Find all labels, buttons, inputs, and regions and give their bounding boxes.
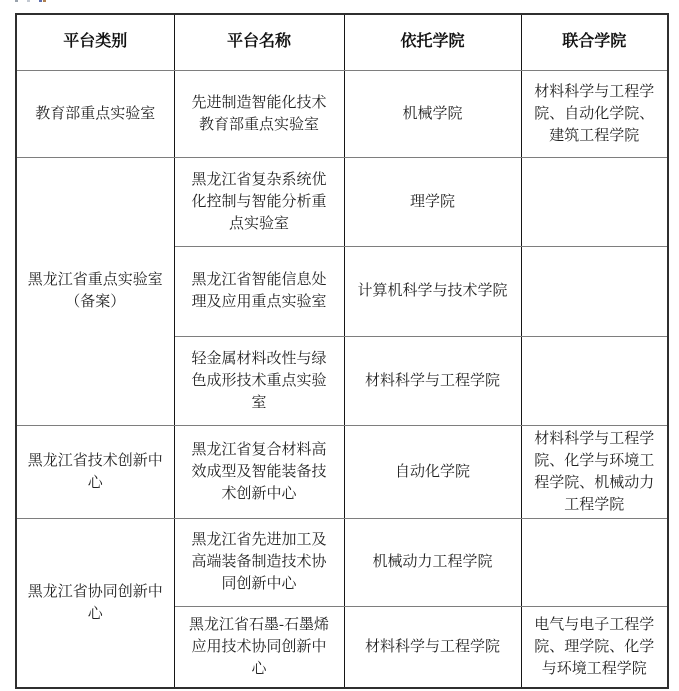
category-cell: 黑龙江省协同创新中心 <box>16 518 174 688</box>
table-row <box>16 518 668 606</box>
host-college-cell: 机械学院 <box>344 70 521 157</box>
table-header-row <box>16 14 668 70</box>
clipped-text-artifact <box>27 0 30 2</box>
research-platform-table <box>15 13 669 689</box>
platform-name-cell: 黑龙江省石墨-石墨烯应用技术协同创新中心 <box>174 606 344 688</box>
column-header-platform-name: 平台名称 <box>174 14 344 70</box>
platform-name-cell: 黑龙江省复杂系统优化控制与智能分析重点实验室 <box>174 157 344 246</box>
joint-college-cell <box>521 157 668 246</box>
category-cell: 教育部重点实验室 <box>16 70 174 157</box>
category-cell: 黑龙江省重点实验室（备案） <box>16 157 174 425</box>
platform-name-cell: 轻金属材料改性与绿色成形技术重点实验室 <box>174 336 344 425</box>
platform-name-cell: 黑龙江省先进加工及高端装备制造技术协同创新中心 <box>174 518 344 606</box>
host-college-cell: 机械动力工程学院 <box>344 518 521 606</box>
clipped-text-artifact <box>39 0 42 2</box>
table-row <box>16 425 668 518</box>
host-college-cell: 材料科学与工程学院 <box>344 336 521 425</box>
host-college-cell: 材料科学与工程学院 <box>344 606 521 688</box>
column-header-platform-category: 平台类别 <box>16 14 174 70</box>
category-cell: 黑龙江省技术创新中心 <box>16 425 174 518</box>
clipped-text-artifact <box>43 0 46 2</box>
column-header-joint-college: 联合学院 <box>521 14 668 70</box>
table-row <box>16 70 668 157</box>
platform-name-cell: 黑龙江省智能信息处理及应用重点实验室 <box>174 246 344 336</box>
column-header-host-college: 依托学院 <box>344 14 521 70</box>
clipped-text-artifact <box>15 0 18 2</box>
host-college-cell: 自动化学院 <box>344 425 521 518</box>
host-college-cell: 计算机科学与技术学院 <box>344 246 521 336</box>
platform-name-cell: 先进制造智能化技术教育部重点实验室 <box>174 70 344 157</box>
joint-college-cell: 材料科学与工程学院、自动化学院、建筑工程学院 <box>521 70 668 157</box>
joint-college-cell: 材料科学与工程学院、化学与环境工程学院、机械动力工程学院 <box>521 425 668 518</box>
joint-college-cell <box>521 246 668 336</box>
joint-college-cell: 电气与电子工程学院、理学院、化学与环境工程学院 <box>521 606 668 688</box>
table-row <box>16 157 668 246</box>
host-college-cell: 理学院 <box>344 157 521 246</box>
joint-college-cell <box>521 518 668 606</box>
platform-name-cell: 黑龙江省复合材料高效成型及智能装备技术创新中心 <box>174 425 344 518</box>
joint-college-cell <box>521 336 668 425</box>
